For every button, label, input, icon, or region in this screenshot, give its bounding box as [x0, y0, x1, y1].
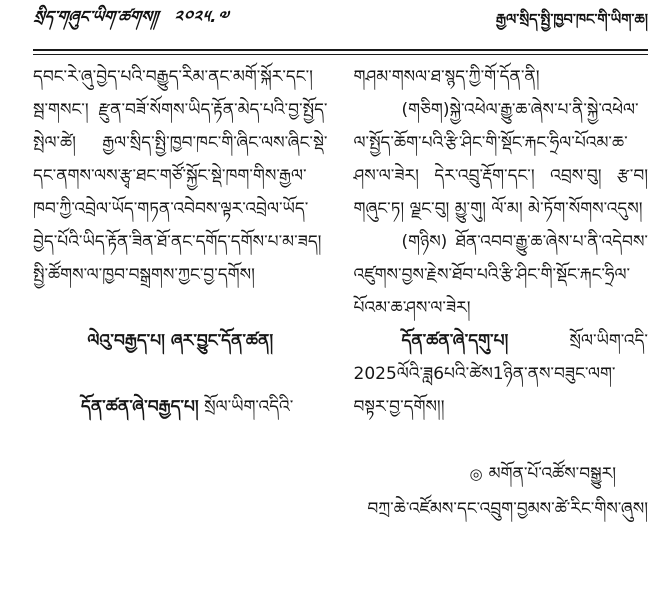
translator-name: མགོན་པོ་འཚོས་བསྒྱུར། — [488, 464, 616, 484]
article-48-text: སྲོལ་ཡིག་འདིའི་ — [198, 397, 294, 417]
issue-number: ༢༠༢༥.༧ — [173, 7, 230, 26]
article-49-text: སྲོལ་ཡིག་འདི་2025ལོའི་ཟླ6པའི་ཚེས1ཉིན་ནས་བཟུང་ལག་བསྟར་བྱ་དགོས།། — [353, 331, 648, 417]
left-column — [33, 61, 328, 527]
right-column — [354, 61, 649, 527]
definition-item-1: (གཅིག)སྐྱེ་འཕེལ་རྒྱུ་ཆ་ཞེས་པ་ནི་སྐྱེ་འཕེལ་ལ་སྤྱོད་ཆོག་པའི་རྩི་ཤིང་གི་སྡོང་རྐང་ཧྲིལ་པོའམ་ཆ་ཤས་ལ་ཟེར། དེར་འབྲུ་རྡོག་དང་། འབྲས་བུ། རྩ་བ། གཞུང་ཏ། ལྗང་བུ། མྱུ་གུ། ལོ་མ། མེ་ཏོག་སོགས་འདུས། — [353, 100, 648, 219]
article-48-label: དོན་ཚན་ཞེ་བརྒྱད་པ། — [81, 397, 199, 417]
body-columns — [33, 61, 648, 527]
masthead — [31, 0, 231, 44]
double-circle-icon: ◎ — [469, 465, 483, 483]
header-divider — [33, 49, 648, 55]
masthead-title: སྲིད་གཞུང་ཡིག་ཚགས༎ — [32, 7, 160, 26]
article-49-paragraph — [354, 325, 649, 424]
proofreader-credit: བཀྲ་ཆེ་འཛོམས་དང་འབྲུག་བྱམས་ཚེ་རིང་གིས་ཞུས། — [367, 499, 648, 519]
definition-item-2: (གཉིས) ཐོན་འབབ་རྒྱུ་ཆ་ཞེས་པ་ནི་འདེབས་འཛུགས་བྱས་རྗེས་ཐོབ་པའི་རྩི་ཤིང་གི་སྡོང་རྐང་ཧྲིལ་པོའམ་ཆ་ཤས་ལ་ཟེར། — [353, 232, 648, 318]
chapter-heading: ལེའུ་བརྒྱད་པ། ཞར་བྱུང་དོན་ཚན། — [87, 331, 274, 351]
page-header — [32, 7, 648, 44]
article-48-continuation: གཤམ་གསལ་ཐ་སྙད་ཀྱི་གོ་དོན་ནི། — [353, 67, 540, 87]
article-48-paragraph — [33, 391, 328, 424]
translator-credit — [354, 457, 649, 492]
article-49-label: དོན་ཚན་ཞེ་དགུ་པ། — [401, 331, 509, 351]
body-paragraph: དབང་རེ་ཞུ་བྱེད་པའི་བརྒྱུད་རིམ་ནང་མགོ་སྐོར་དང་། སྦ་གསང་། རྫུན་བཟོ་སོགས་ཡིད་རྟོན་མེད་པའི་བྱ་སྤྱོད་སྤེལ་ཚེ། རྒྱལ་སྲིད་སྤྱི་ཁྱབ་ཁང་གི་ཞིང་ལས་ཞིང་སྡེ་དང་ནགས་ལས་རྩྭ་ཐང་གཙོ་སྐྱོང་སྡེ་ཁག་གིས་རྒྱལ་ཁབ་ཀྱི་འབྲེལ་ཡོད་གཏན་འབེབས་ལྟར་འབྲེལ་ཡོད་བྱེད་པོའི་ཡིད་རྟོན་ཟིན་ཐོ་ནང་དགོད་དགོས་པ་མ་ཟད། སྤྱི་ཚོགས་ལ་ཁྱབ་བསྒྲགས་ཀྱང་བྱ་དགོས། — [33, 67, 328, 285]
section-title: རྒྱལ་སྲིད་སྤྱི་ཁྱབ་ཁང་གི་ཡིག་ཆ། — [495, 12, 648, 28]
credits-block — [354, 457, 649, 527]
